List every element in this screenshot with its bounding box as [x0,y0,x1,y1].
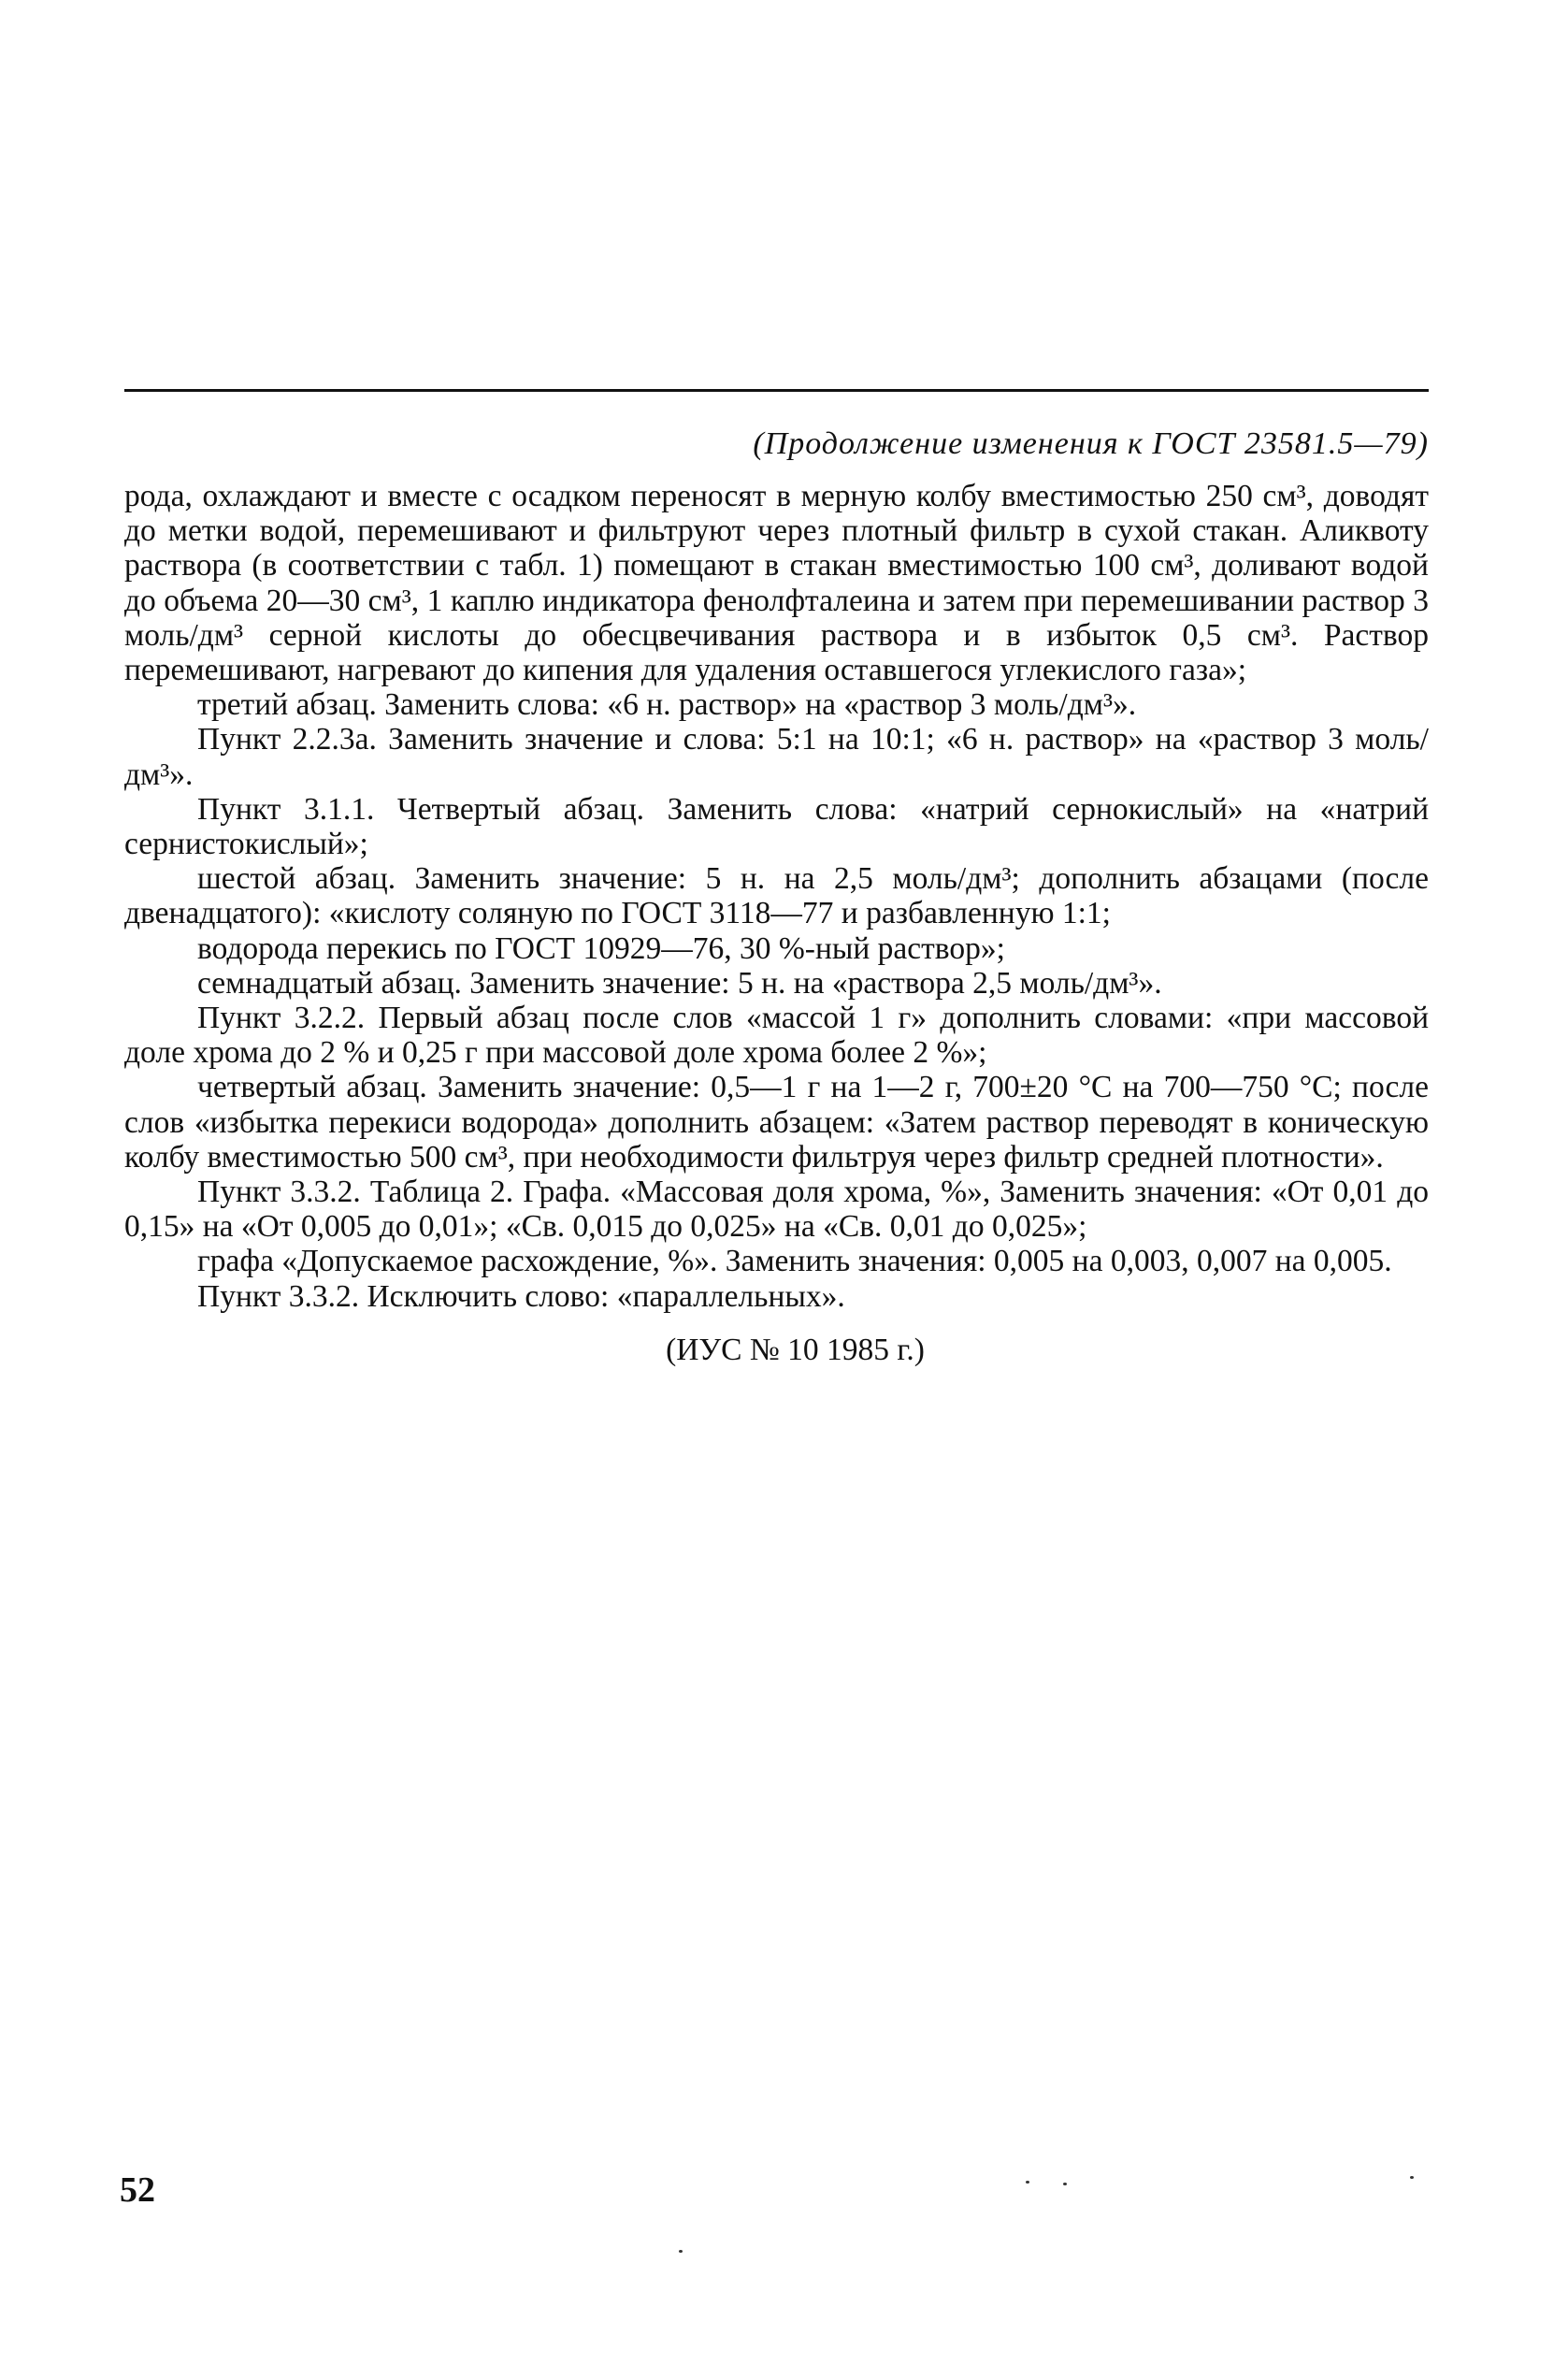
page-number: 52 [120,2170,155,2210]
paragraph: четвертый абзац. Заменить значение: 0,5—1 г на 1—2 г, 700±20 °С на 700—750 °С; после слов «избытка перекиси водорода» дополнить абзацем: «Затем раствор переводят в коническую колбу вместимостью 500 см³, при необходимости фильтруя через фильтр средней плотности». [124,1070,1429,1175]
scan-speck [1026,2181,1029,2184]
document-body [124,479,1429,1367]
paragraph: Пункт 3.3.2. Исключить слово: «параллельных». [197,1278,845,1314]
paragraph: третий абзац. Заменить слова: «6 н. раствор» на «раствор 3 моль/дм³». [197,687,1137,723]
paragraph: Пункт 2.2.3а. Заменить значение и слова: 5:1 на 10:1; «6 н. раствор» на «раствор 3 моль/дм³». [124,722,1429,792]
paragraph: Пункт 3.3.2. Таблица 2. Графа. «Массовая доля хрома, %», Заменить значения: «От 0,01 до 0,15» на «От 0,005 до 0,01»; «Св. 0,015 до 0,025» на «Св. 0,01 до 0,025»; [124,1175,1429,1245]
paragraph: графа «Допускаемое расхождение, %». Заменить значения: 0,005 на 0,003, 0,007 на 0,005. [197,1244,1392,1279]
paragraph: семнадцатый абзац. Заменить значение: 5 н. на «раствора 2,5 моль/дм³». [197,965,1162,1001]
header-rule [124,389,1429,392]
paragraph: Пункт 3.1.1. Четвертый абзац. Заменить слова: «натрий сернокислый» на «натрий сернистокислый»; [124,791,1429,862]
paragraph: водорода перекись по ГОСТ 10929—76, 30 %-ный раствор»; [197,930,1005,966]
paragraph-continuation: рода, охлаждают и вместе с осадком переносят в мерную колбу вместимостью 250 см³, доводят до метки водой, перемешивают и фильтруют через плотный фильтр в сухой стакан. Аликвоту раствора (в соответствии с табл. 1) помещают в стакан вместимостью 100 см³, доливают водой до объема 20—30 см³, 1 каплю индикатора фенолфталеина и затем при перемешивании раствор 3 моль/дм³ серной кислоты до обесцвечивания раствора и в избыток 0,5 см³. Раствор перемешивают, нагревают до кипения для удаления оставшегося углекислого газа»; [124,479,1429,688]
paragraph: Пункт 3.2.2. Первый абзац после слов «массой 1 г» дополнить словами: «при массовой доле хрома до 2 % и 0,25 г при массовой доле хрома более 2 %»; [124,1001,1429,1071]
running-header: (Продолжение изменения к ГОСТ 23581.5—79) [753,426,1429,461]
scan-speck [679,2250,683,2253]
source-citation: (ИУС № 10 1985 г.) [666,1332,925,1367]
scan-speck [1063,2183,1067,2185]
paragraph: шестой абзац. Заменить значение: 5 н. на 2,5 моль/дм³; дополнить абзацами (после двенадцатого): «кислоту соляную по ГОСТ 3118—77 и разбавленную 1:1; [124,861,1429,931]
scan-speck [1410,2176,1414,2179]
